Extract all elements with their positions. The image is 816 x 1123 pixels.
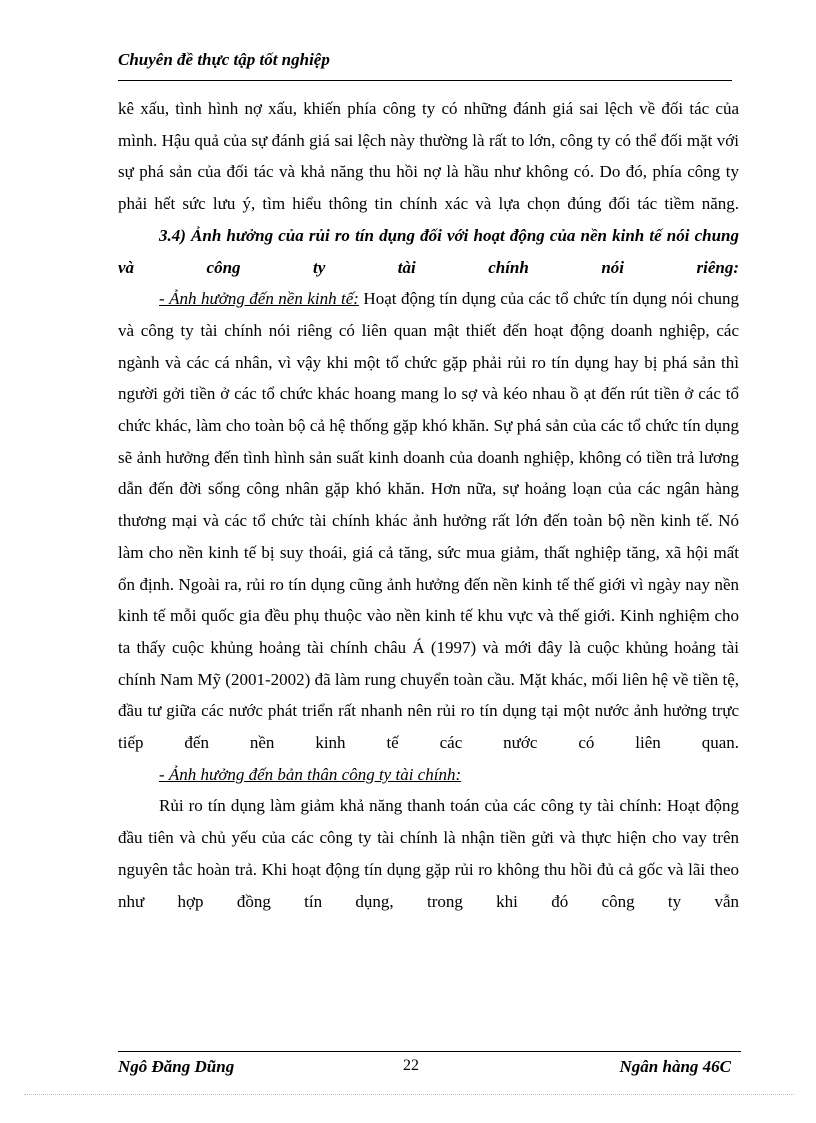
subheading-economy-impact: - Ảnh hưởng đến nền kinh tế:: [159, 289, 359, 309]
page-header-title: Chuyên đề thực tập tốt nghiệp: [118, 50, 330, 69]
document-body: [118, 93, 739, 917]
paragraph-economy-text: Hoạt động tín dụng của các tổ chức tín dụng nói chung và công ty tài chính nói riêng có liên quan mật thiết đến hoạt động doanh nghiệp, các ngành và các cá nhân, vì vậy khi một tổ chức gặp phải rủi ro tín dụng hay bị phá sản thì người gởi tiền ở các tổ chức khác hoang mang lo sợ và kéo nhau ồ ạt đến rút tiền ở các tổ chức khác, làm cho toàn bộ cả hệ thống gặp khó khăn. Sự phá sản của các tổ chức tín dụng sẽ ảnh hưởng đến tình hình sản suất kinh doanh của doanh nghiệp, không có tiền trả lương dẫn đến đời sống công nhân gặp khó khăn. Hơn nữa, sự hoảng loạn của các ngân hàng thương mại và các tổ chức tài chính khác ảnh hưởng rất lớn đến toàn bộ nền kinh tế. Nó làm cho nền kinh tế bị suy thoái, giá cả tăng, sức mua giảm, thất nghiệp tăng, xã hội mất ổn định. Ngoài ra, rủi ro tín dụng cũng ảnh hưởng đến nền kinh tế thế giới vì ngày nay nền kinh tế mỗi quốc gia đều phụ thuộc vào nền kinh tế khu vực và thế giới. Kinh nghiệm cho ta thấy cuộc khủng hoảng tài chính châu Á (1997) và mới đây là cuộc khủng hoảng tài chính Nam Mỹ (2001-2002) đã làm rung chuyển toàn cầu. Mặt khác, mối liên hệ về tiền tệ, đầu tư giữa các nước phát triển rất nhanh nên rủi ro tín dụng tại một nước ảnh hưởng trực tiếp đến nền kinh tế các nước có liên quan.: [118, 289, 739, 753]
paragraph-liquidity: Rủi ro tín dụng làm giảm khả năng thanh toán của các công ty tài chính: Hoạt động đầu tiên và chủ yếu của các công ty tài chính là nhận tiền gửi và thực hiện cho vay trên nguyên tắc hoàn trả. Khi hoạt động tín dụng gặp rủi ro không thu hồi đủ cả gốc và lãi theo như hợp đồng tín dụng, trong khi đó công ty vẫn: [118, 796, 739, 911]
footer-author: Ngô Đăng Dũng: [118, 1057, 235, 1076]
page-number: 22: [403, 1057, 419, 1074]
paragraph-intro: kê xấu, tình hình nợ xấu, khiến phía công ty có những đánh giá sai lệch về đối tác của mình. Hậu quả của sự đánh giá sai lệch này thường là rất to lớn, công ty có thể đối mặt với sự phá sản của đối tác và khả năng thu hồi nợ là hầu như không có. Do đó, phía công ty phải hết sức lưu ý, tìm hiểu thông tin chính xác và lựa chọn đúng đối tác tiềm năng.: [118, 99, 739, 214]
paragraph-economy-impact: [118, 283, 739, 759]
subheading-company-impact: - Ảnh hưởng đến bản thân công ty tài chính:: [159, 764, 462, 784]
section-heading: 3.4) Ảnh hưởng của rủi ro tín dụng đối với hoạt động của nền kinh tế nói chung và công ty tài chính nói riêng:: [118, 225, 739, 277]
header-divider: [118, 80, 732, 81]
footer-class-name: Ngân hàng 46C: [619, 1057, 731, 1076]
page-boundary: [24, 1094, 794, 1095]
footer-divider: [118, 1051, 741, 1052]
